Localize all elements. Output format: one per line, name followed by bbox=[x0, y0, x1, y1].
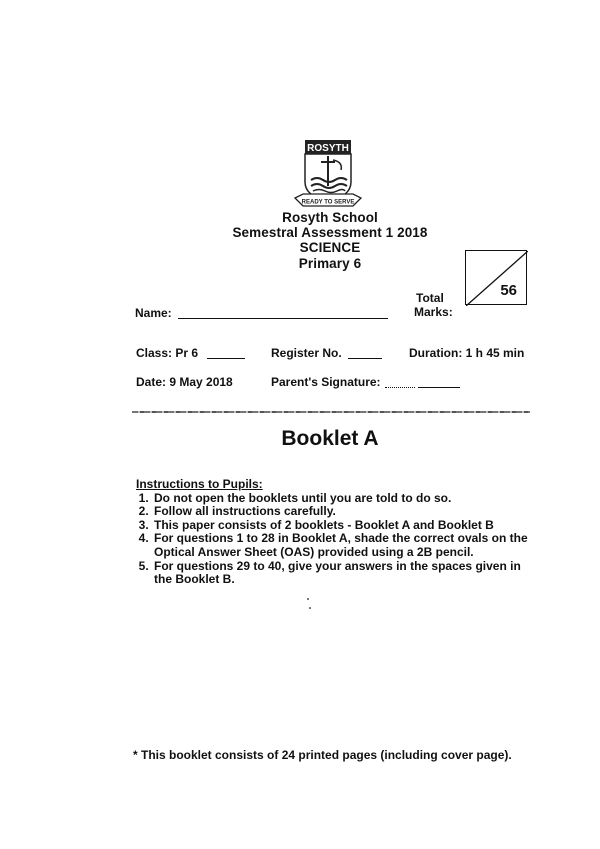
total-marks-value: 56 bbox=[500, 282, 517, 299]
instruction-item: 4. For questions 1 to 28 in Booklet A, shade the correct ovals on the Optical Answer Sheet (OAS) provided using a 2B pencil. bbox=[152, 532, 532, 559]
instructions-list bbox=[136, 492, 532, 587]
instruction-item: 5. For questions 29 to 40, give your answers in the spaces given in the Booklet B. bbox=[152, 560, 532, 587]
instructions-block bbox=[136, 478, 532, 587]
name-label: Name: bbox=[135, 306, 172, 320]
class-label: Class: Pr 6 bbox=[136, 346, 199, 360]
scan-speck bbox=[309, 607, 311, 609]
signature-field-line-1 bbox=[385, 387, 415, 388]
instruction-item: 3. This paper consists of 2 booklets - Booklet A and Booklet B bbox=[152, 519, 532, 533]
crest-shield-icon bbox=[293, 140, 363, 212]
scan-speck bbox=[307, 598, 309, 600]
subject-title: SCIENCE bbox=[299, 240, 361, 255]
name-field-line bbox=[178, 318, 388, 319]
footer-note: * This booklet consists of 24 printed pages (including cover page). bbox=[133, 748, 512, 762]
total-marks-label-1: Total bbox=[416, 291, 444, 305]
duration-label: Duration: 1 h 45 min bbox=[409, 346, 525, 360]
diagonal-slash-icon bbox=[466, 251, 528, 306]
register-field-line bbox=[348, 358, 382, 359]
date-label: Date: 9 May 2018 bbox=[136, 375, 233, 389]
school-crest bbox=[293, 140, 363, 212]
class-field-line bbox=[207, 358, 245, 359]
register-label: Register No. bbox=[271, 346, 342, 360]
crest-banner-text: READY TO SERVE bbox=[301, 199, 355, 206]
instruction-item: 1. Do not open the booklets until you are told to do so. bbox=[152, 492, 532, 506]
school-name: Rosyth School bbox=[282, 210, 378, 225]
instruction-item: 2. Follow all instructions carefully. bbox=[152, 505, 532, 519]
crest-top-text: ROSYTH bbox=[307, 143, 349, 154]
instructions-heading: Instructions to Pupils: bbox=[136, 477, 263, 491]
signature-field-line-2 bbox=[418, 387, 460, 388]
total-marks-box bbox=[465, 250, 527, 305]
assessment-title: Semestral Assessment 1 2018 bbox=[232, 225, 428, 240]
total-marks-label-2: Marks: bbox=[414, 305, 453, 319]
level-title: Primary 6 bbox=[298, 256, 362, 271]
booklet-title: Booklet A bbox=[281, 427, 379, 450]
signature-label: Parent's Signature: bbox=[271, 375, 381, 389]
separator-rule bbox=[132, 411, 530, 413]
